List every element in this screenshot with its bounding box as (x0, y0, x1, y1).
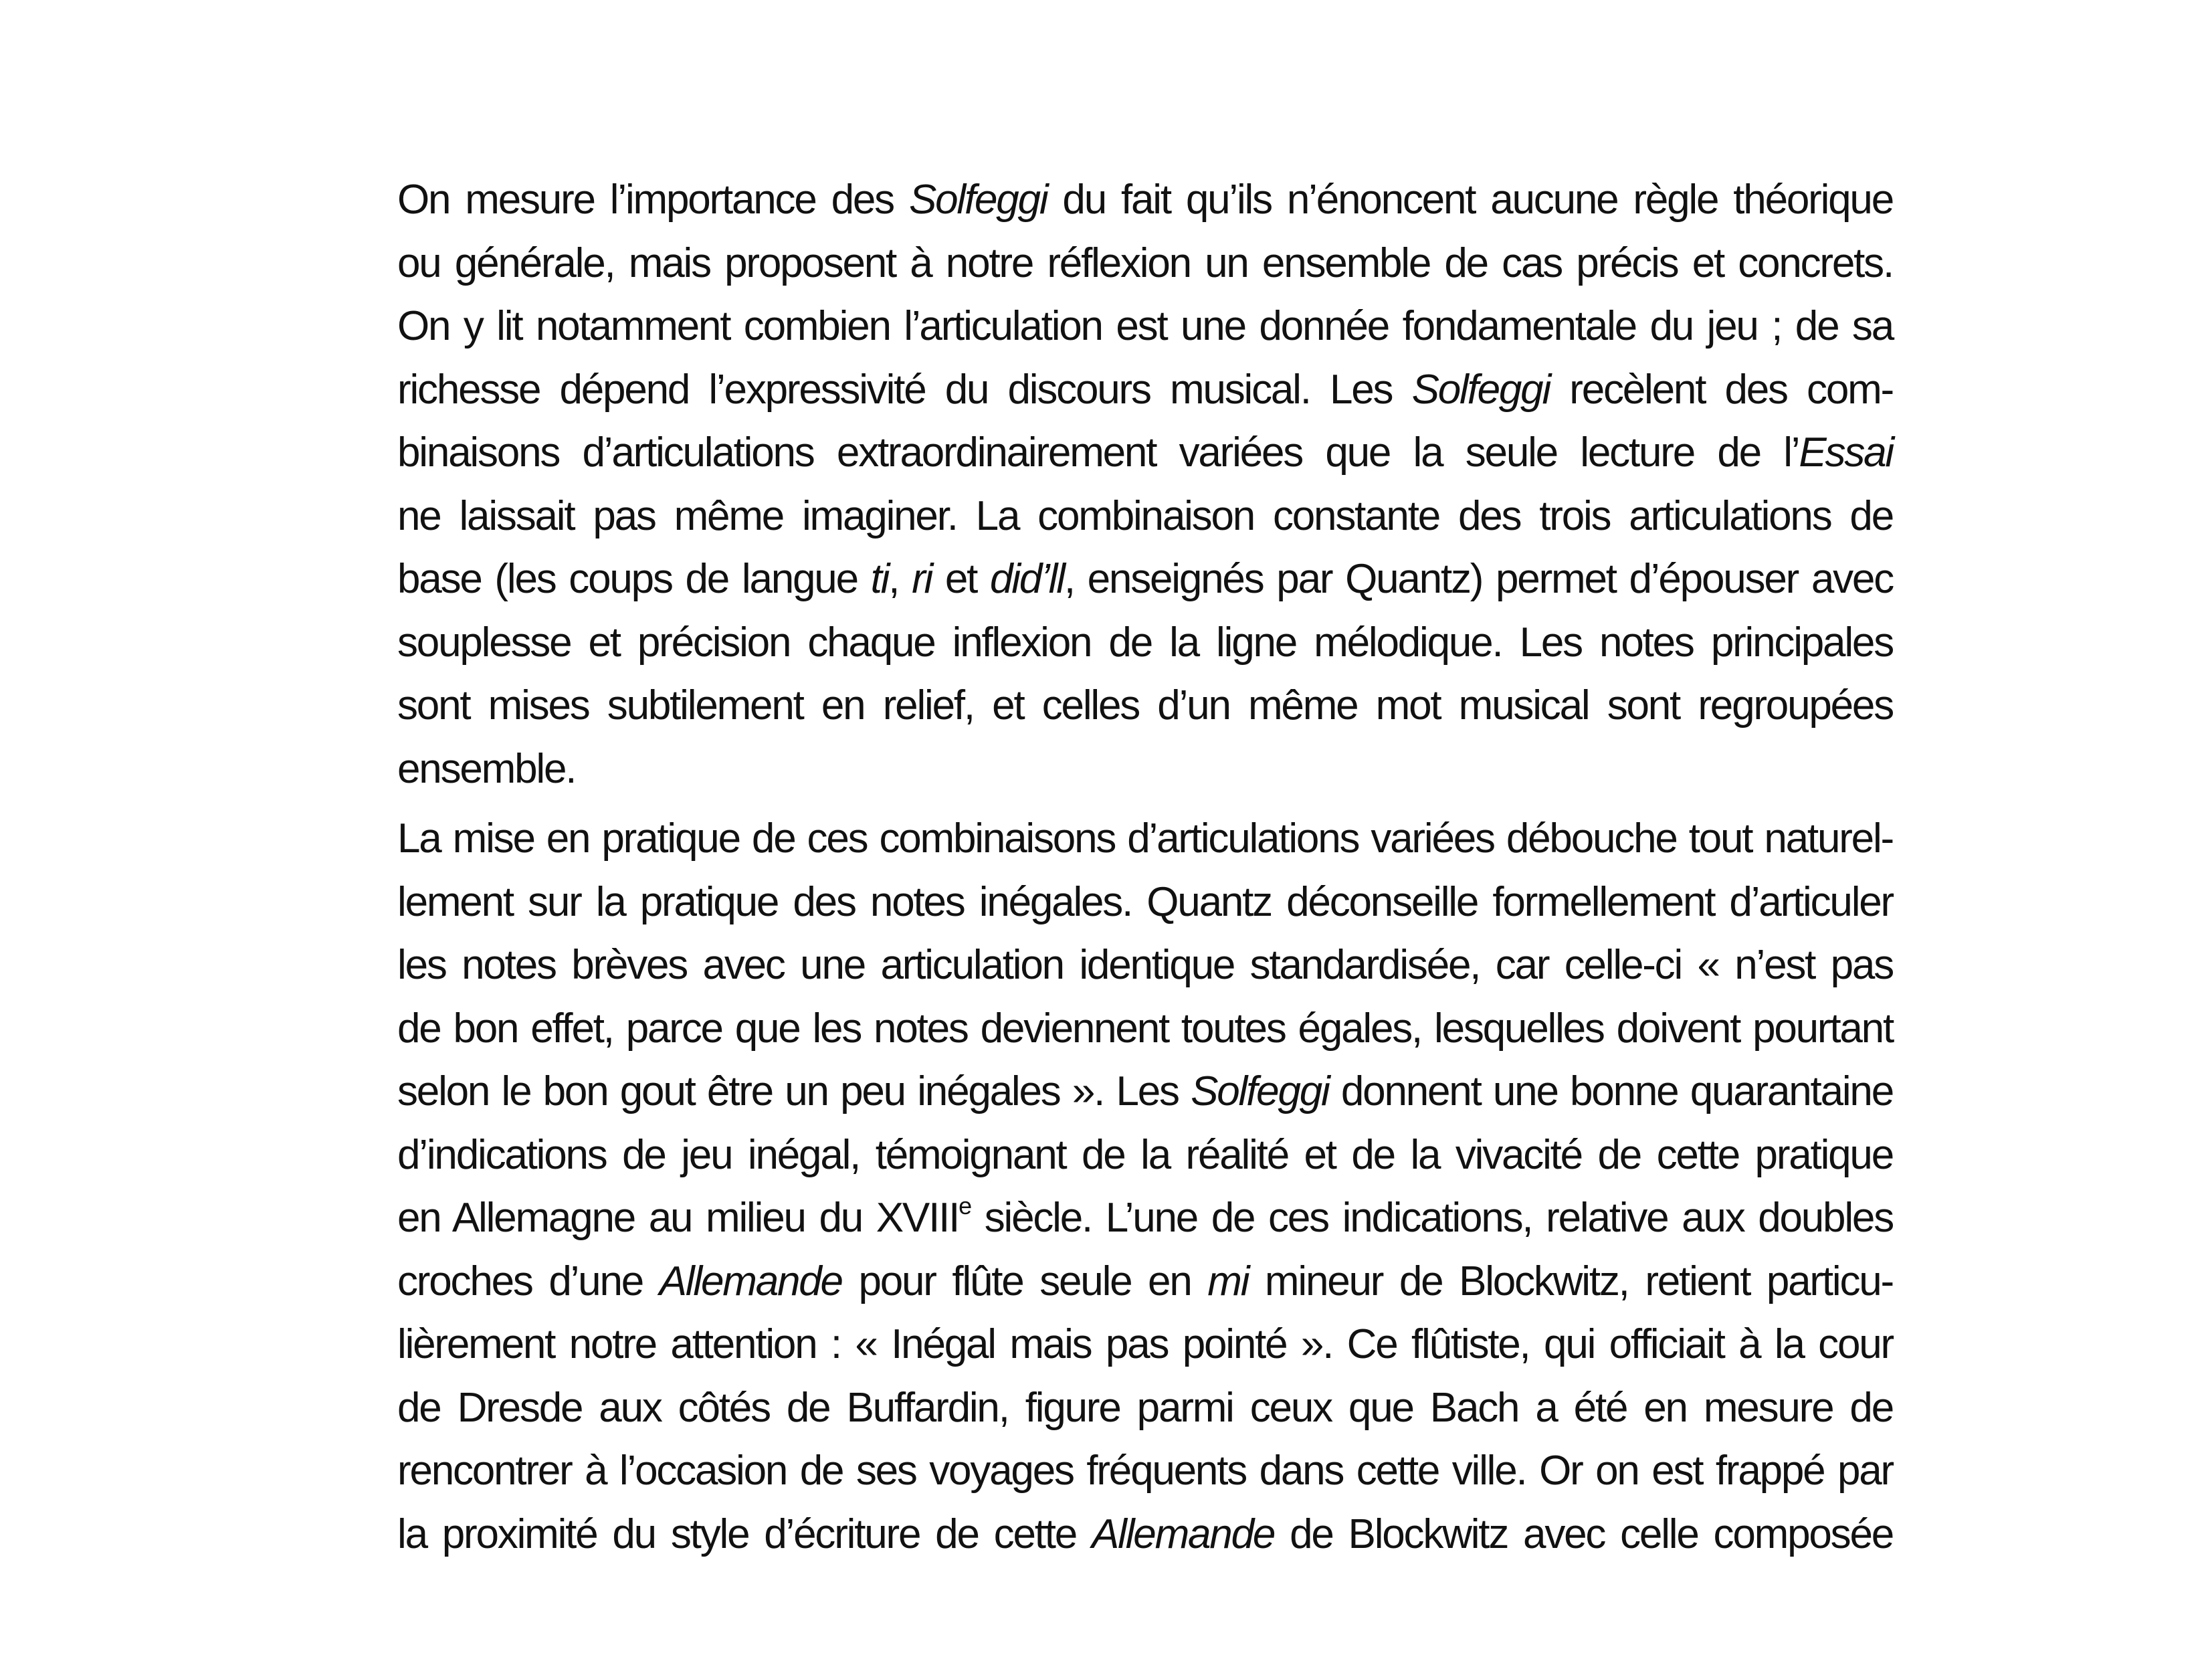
text-line (397, 1250, 1893, 1314)
text-line (397, 934, 1893, 997)
text-line (397, 359, 1893, 422)
text-segment: lement sur la pratique des notes inégales. Quantz déconseille formellement d’articuler (397, 878, 1893, 925)
text-segment: sont mises subtilement en relief, et celles d’un même mot musical sont regroupées (397, 682, 1893, 728)
text-segment: binaisons d’articulations extraordinairement variées que la seule lecture de l’ (397, 429, 1799, 476)
text-line (397, 1313, 1893, 1377)
italic-text: ti (870, 556, 889, 602)
italic-text: Allemande (659, 1258, 842, 1304)
text-segment: ne laissait pas même imaginer. La combinaison constante des trois articulations de (397, 492, 1893, 539)
text-line (397, 807, 1893, 871)
text-line (397, 1377, 1893, 1440)
text-segment: souplesse et précision chaque inflexion de la ligne mélodique. Les notes principales (397, 619, 1893, 666)
text-line (397, 674, 1893, 738)
paragraph (397, 169, 1893, 801)
text-segment: siècle. L’une de ces indications, relative aux doubles (970, 1195, 1893, 1241)
text-segment: en Allemagne au milieu du XVIII (397, 1195, 959, 1241)
text-segment: et (932, 556, 990, 602)
text-segment: les notes brèves avec une articulation identique standardisée, car celle-ci « n’est pas (397, 942, 1893, 988)
italic-text: Solfeggi (1191, 1068, 1329, 1114)
text-segment: du fait qu’ils n’énoncent aucune règle théorique (1047, 177, 1893, 223)
text-segment: lièrement notre attention : « Inégal mais pas pointé ». Ce flûtiste, qui officiait à la cour (397, 1321, 1893, 1367)
text-line (397, 548, 1893, 611)
text-line (397, 1060, 1893, 1124)
text-line (397, 295, 1893, 359)
text-segment: de Dresde aux côtés de Buffardin, figure parmi ceux que Bach a été en mesure de (397, 1384, 1893, 1431)
text-line (397, 738, 1893, 801)
text-line (397, 611, 1893, 675)
text-segment: ou générale, mais proposent à notre réflexion un ensemble de cas précis et concrets. (397, 239, 1893, 286)
text-line (397, 169, 1893, 232)
italic-text: Solfeggi (1411, 366, 1550, 413)
text-segment: base (les coups de langue (397, 556, 871, 602)
body-text (397, 169, 1893, 1573)
text-segment: d’indications de jeu inégal, témoignant de la réalité et de la vivacité de cette pratique (397, 1131, 1893, 1178)
text-segment: richesse dépend l’expressivité du discours musical. Les (397, 366, 1412, 413)
text-segment: croches d’une (397, 1258, 660, 1304)
text-segment: de bon effet, parce que les notes deviennent toutes égales, lesquelles doivent pourtant (397, 1005, 1893, 1052)
text-segment: La mise en pratique de ces combinaisons d’articulations variées débouche tout naturel- (397, 815, 1893, 862)
text-line (397, 421, 1893, 485)
text-line (397, 232, 1893, 296)
text-segment: ensemble. (397, 745, 576, 792)
text-line (397, 1503, 1893, 1567)
text-segment: rencontrer à l’occasion de ses voyages fréquents dans cette ville. Or on est frappé par (397, 1448, 1893, 1494)
text-line (397, 1124, 1893, 1187)
text-segment: On mesure l’importance des (397, 177, 909, 223)
italic-text: mi (1207, 1258, 1249, 1304)
italic-text: Solfeggi (908, 177, 1047, 223)
italic-text: Allemande (1092, 1510, 1275, 1557)
text-segment: donnent une bonne quarantaine (1328, 1068, 1894, 1114)
text-line (397, 1440, 1893, 1503)
text-line (397, 871, 1893, 935)
text-segment: de Blockwitz avec celle composée (1274, 1510, 1894, 1557)
italic-text: Essai (1799, 429, 1893, 476)
text-segment: , enseignés par Quantz) permet d’épouser avec (1064, 556, 1893, 602)
text-segment: recèlent des com- (1550, 366, 1893, 413)
italic-text: did’ll (989, 556, 1064, 602)
superscript-text: e (959, 1192, 971, 1219)
text-segment: mineur de Blockwitz, retient particu- (1248, 1258, 1894, 1304)
text-segment: la proximité du style d’écriture de cette (397, 1510, 1092, 1557)
text-segment: pour flûte seule en (841, 1258, 1208, 1304)
paragraph (397, 807, 1893, 1566)
italic-text: ri (912, 556, 932, 602)
text-segment: , (888, 556, 912, 602)
text-line (397, 485, 1893, 549)
text-line (397, 1187, 1893, 1250)
text-segment: On y lit notamment combien l’articulation est une donnée fondamentale du jeu ; de sa (397, 303, 1893, 349)
text-segment: selon le bon gout être un peu inégales ». Les (397, 1068, 1191, 1114)
text-line (397, 997, 1893, 1061)
